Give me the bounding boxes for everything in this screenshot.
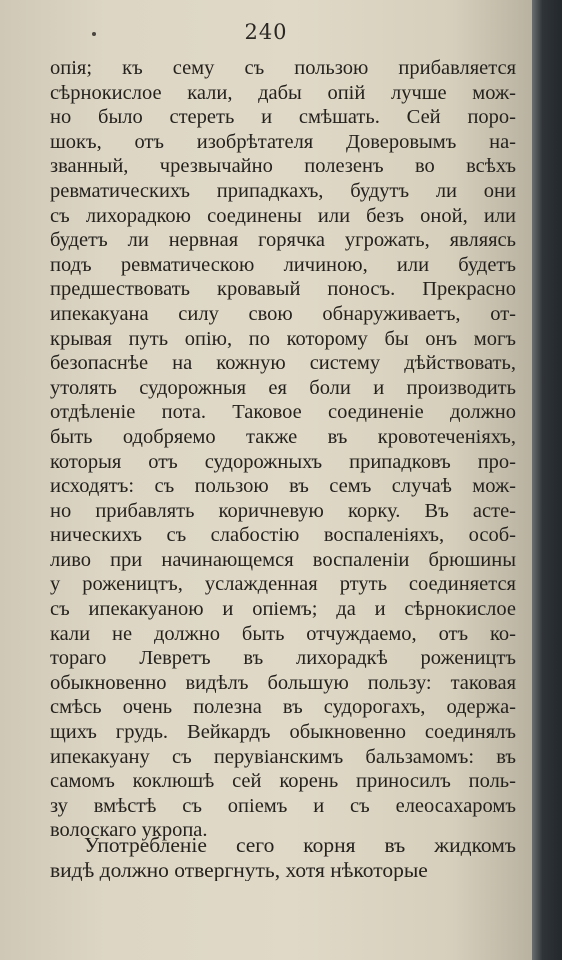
text-line: будетъ ли нервная горячка угрожать, являясь bbox=[50, 229, 516, 252]
text-line: предшествовать кровавый поносъ. Прекрасно bbox=[50, 278, 516, 301]
text-line: но прибавлять коричневую корку. Въ асте- bbox=[50, 499, 516, 522]
text-line: волоскаго укропа. bbox=[50, 819, 208, 842]
book-gutter bbox=[532, 0, 562, 960]
paragraph-2 bbox=[50, 832, 516, 881]
page-number: 240 bbox=[244, 20, 288, 44]
text-line: исходятъ: съ пользою въ семъ случаѣ мож- bbox=[50, 475, 516, 498]
text-line: быть одобряемо также въ кровотеченіяхъ, bbox=[50, 425, 516, 448]
text-line: утолять судорожныя ея боли и производить bbox=[50, 376, 516, 399]
text-line: Употребленіе сего корня въ жидкомъ bbox=[84, 833, 516, 857]
text-line: сѣрнокислое кали, дабы опій лучше мож- bbox=[50, 81, 516, 104]
text-line: кали не должно быть отчуждаемо, отъ ко- bbox=[50, 622, 516, 645]
text-line: крывая путь опію, по которому бы онъ могъ bbox=[50, 327, 516, 350]
text-line: тораго Левретъ въ лихорадкѣ рожеництъ bbox=[50, 647, 516, 670]
paragraph-1 bbox=[50, 56, 516, 843]
text-line: самомъ коклюшѣ сей корень приносилъ поль- bbox=[50, 770, 516, 793]
text-line: ревматическихъ припадкахъ, будутъ ли они bbox=[50, 179, 516, 202]
text-line: безопаснѣе на кожную систему дѣйствовать, bbox=[50, 352, 516, 375]
text-line: которыя отъ судорожныхъ припадковъ про- bbox=[50, 450, 516, 473]
text-line: но было стереть и смѣшать. Сей поро- bbox=[50, 106, 516, 129]
text-line: съ лихорадкою соединены или безъ оной, или bbox=[50, 204, 516, 227]
text-line: съ ипекакуаною и опіемъ; да и сѣрнокислое bbox=[50, 598, 516, 621]
text-line: видѣ должно отвергнуть, хотя нѣкоторые bbox=[50, 857, 428, 882]
text-line: опія; къ сему съ пользою прибавляется bbox=[50, 57, 516, 79]
text-line: ническихъ съ слабостію воспаленіяхъ, особ- bbox=[50, 524, 516, 547]
text-line: ипекакуана силу свою обнаруживаетъ, от- bbox=[50, 302, 516, 325]
text-line: шокъ, отъ изобрѣтателя Доверовымъ на- bbox=[50, 130, 516, 153]
text-line: званный, чрезвычайно полезенъ во всѣхъ bbox=[50, 155, 516, 178]
text-line: обыкновенно видѣлъ большую пользу: таковая bbox=[50, 671, 516, 694]
text-line: у рожеництъ, услажденная ртуть соединяется bbox=[50, 573, 516, 596]
text-line: отдѣленіе пота. Таковое соединеніе должно bbox=[50, 401, 516, 424]
text-line: смѣсь очень полезна въ судорогахъ, одержа- bbox=[50, 696, 516, 719]
text-line: зу вмѣстѣ съ опіемъ и съ елеосахаромъ bbox=[50, 794, 516, 817]
text-line: подъ ревматическою личиною, или будетъ bbox=[50, 253, 516, 276]
text-line: щихъ грудь. Вейкардъ обыкновенно соединялъ bbox=[50, 721, 516, 744]
text-line: ипекакуану съ перувіанскимъ бальзамомъ: въ bbox=[50, 745, 516, 768]
text-line: ливо при начинающемся воспаленіи брюшины bbox=[50, 548, 516, 571]
